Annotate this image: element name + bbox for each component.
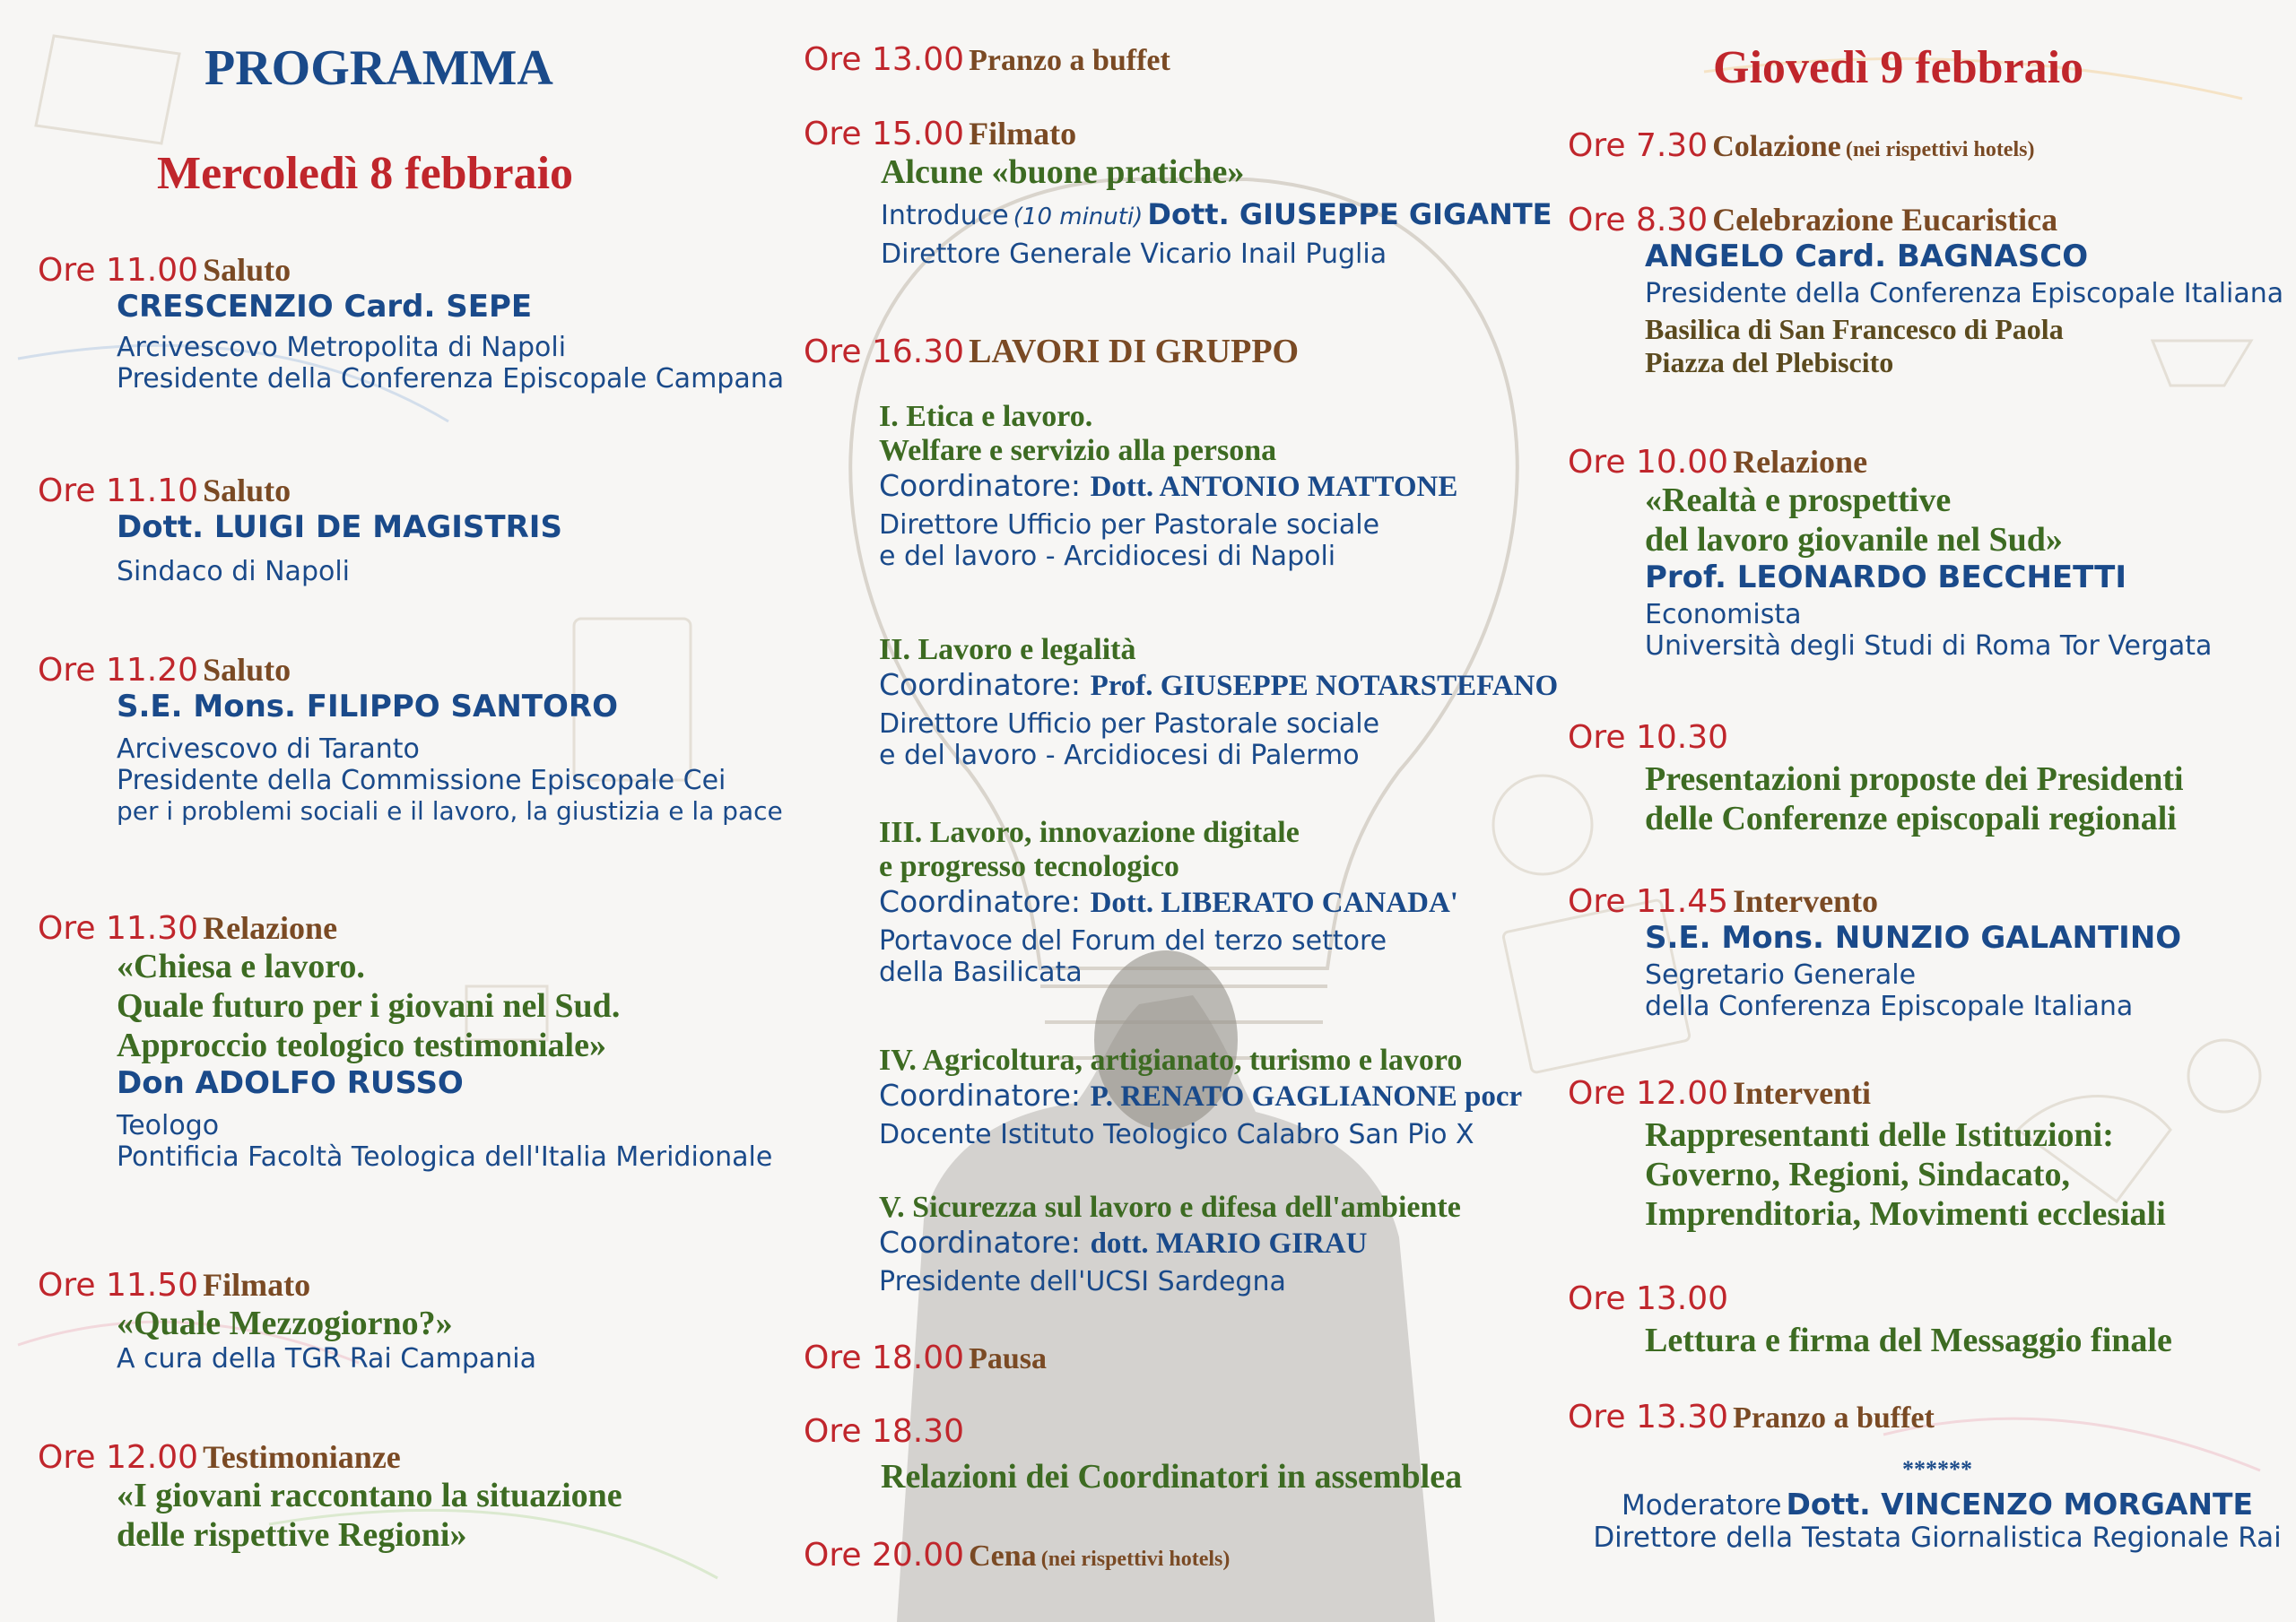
event-time: Ore 13.30 bbox=[1568, 1399, 1728, 1436]
event-label: Intervento bbox=[1733, 883, 1879, 919]
coordinator-role: e del lavoro - Arcidiocesi di Palermo bbox=[879, 740, 1360, 771]
speaker-role: Sindaco di Napoli bbox=[117, 556, 351, 587]
coordinator-name: P. RENATO GAGLIANONE pocr bbox=[1090, 1080, 1523, 1113]
group-1 bbox=[879, 400, 1457, 572]
event-time: Ore 8.30 bbox=[1568, 202, 1709, 239]
speaker-role: Arcivescovo Metropolita di Napoli bbox=[117, 332, 567, 363]
coord-label: Coordinatore: bbox=[879, 667, 1082, 702]
group-title: III. Lavoro, innovazione digitale bbox=[879, 816, 1300, 849]
group-title: Welfare e servizio alla persona bbox=[879, 434, 1277, 467]
speaker-name: Dott. GIUSEPPE GIGANTE bbox=[1147, 197, 1552, 231]
event-time: Ore 12.00 bbox=[1568, 1075, 1728, 1112]
event-label: Pausa bbox=[969, 1342, 1048, 1375]
speaker-role: per i problemi sociali e il lavoro, la giustizia e la pace bbox=[117, 796, 783, 826]
event-label: Saluto bbox=[203, 652, 291, 688]
event-label: Pranzo a buffet bbox=[1733, 1401, 1935, 1435]
talk-title: Lettura e firma del Messaggio finale bbox=[1645, 1322, 2172, 1359]
moderator-role: Direttore della Testata Giornalistica Regionale Rai bbox=[1593, 1522, 2282, 1554]
event-1200-day2 bbox=[1568, 1074, 2166, 1234]
speaker-role: Arcivescovo di Taranto bbox=[117, 733, 420, 765]
talk-title: del lavoro giovanile nel Sud» bbox=[1645, 521, 2063, 559]
event-label: Filmato bbox=[203, 1267, 311, 1303]
talk-title: «Chiesa e lavoro. bbox=[117, 948, 365, 985]
event-1030 bbox=[1568, 719, 2184, 838]
speaker-role: Presidente della Conferenza Episcopale Italiana bbox=[1645, 278, 2284, 309]
speaker-name: Prof. LEONARDO BECCHETTI bbox=[1645, 559, 2126, 595]
event-1330 bbox=[1568, 1399, 1935, 1436]
event-label: Pranzo a buffet bbox=[969, 44, 1170, 77]
intro-text: Introduce bbox=[881, 200, 1009, 231]
event-1145 bbox=[1568, 882, 2181, 1022]
event-time: Ore 13.00 bbox=[1568, 1280, 1728, 1317]
day2-title: Giovedì 9 febbraio bbox=[1713, 42, 2084, 93]
talk-title: Governo, Regioni, Sindacato, bbox=[1645, 1156, 2070, 1193]
event-note: (nei rispettivi hotels) bbox=[1845, 138, 2035, 161]
intro-note: (10 minuti) bbox=[1013, 204, 1144, 230]
moderator-block bbox=[1578, 1456, 2296, 1554]
coordinator-role: Presidente dell'UCSI Sardegna bbox=[879, 1266, 1286, 1297]
group-4 bbox=[879, 1044, 1522, 1150]
event-time: Ore 18.30 bbox=[804, 1413, 964, 1450]
event-label: Celebrazione Eucaristica bbox=[1712, 202, 2058, 238]
event-1200 bbox=[38, 1438, 622, 1555]
coordinator-role: e del lavoro - Arcidiocesi di Napoli bbox=[879, 541, 1336, 572]
group-title: IV. Agricoltura, artigianato, turismo e lavoro bbox=[879, 1044, 1463, 1077]
coord-label: Coordinatore: bbox=[879, 468, 1082, 503]
speaker-role: Direttore Generale Vicario Inail Puglia bbox=[881, 239, 1387, 270]
coordinator-name: Dott. ANTONIO MATTONE bbox=[1090, 471, 1458, 503]
event-1300 bbox=[804, 41, 1170, 78]
speaker-role: A cura della TGR Rai Campania bbox=[117, 1343, 537, 1375]
talk-title: delle Conferenze episcopali regionali bbox=[1645, 800, 2177, 837]
event-label: Relazione bbox=[203, 910, 338, 946]
venue: Piazza del Plebiscito bbox=[1645, 346, 1894, 378]
speaker-role: Presidente della Commissione Episcopale Cei bbox=[117, 765, 726, 796]
event-note: (nei rispettivi hotels) bbox=[1040, 1548, 1231, 1571]
event-time: Ore 7.30 bbox=[1568, 127, 1709, 164]
event-time: Ore 20.00 bbox=[804, 1537, 964, 1574]
event-time: Ore 16.30 bbox=[804, 334, 964, 370]
event-label: Interventi bbox=[1733, 1075, 1872, 1111]
event-1800 bbox=[804, 1340, 1047, 1376]
speaker-name: S.E. Mons. FILIPPO SANTORO bbox=[117, 689, 618, 724]
coord-label: Coordinatore: bbox=[879, 1078, 1082, 1113]
day1-title: Mercoledì 8 febbraio bbox=[157, 148, 574, 199]
event-time: Ore 11.10 bbox=[38, 473, 198, 509]
talk-title: «Realtà e prospettive bbox=[1645, 481, 1952, 519]
group-2 bbox=[879, 633, 1558, 771]
event-0830 bbox=[1568, 201, 2283, 379]
event-1830 bbox=[804, 1413, 1462, 1496]
speaker-name: Dott. LUIGI DE MAGISTRIS bbox=[117, 509, 562, 545]
speaker-role: Teologo bbox=[117, 1110, 220, 1141]
event-1150 bbox=[38, 1266, 536, 1375]
event-time: Ore 12.00 bbox=[38, 1439, 198, 1476]
separator-stars: ****** bbox=[1902, 1456, 1972, 1482]
event-1130 bbox=[38, 909, 772, 1173]
event-label: Cena bbox=[969, 1540, 1037, 1573]
coordinator-name: Dott. LIBERATO CANADA' bbox=[1090, 887, 1458, 919]
event-time: Ore 18.00 bbox=[804, 1340, 964, 1376]
venue: Basilica di San Francesco di Paola bbox=[1645, 313, 2064, 345]
coordinator-role: Docente Istituto Teologico Calabro San Pio X bbox=[879, 1119, 1474, 1150]
speaker-name: S.E. Mons. NUNZIO GALANTINO bbox=[1645, 920, 2182, 956]
speaker-role: Economista bbox=[1645, 599, 1802, 630]
event-time: Ore 11.20 bbox=[38, 652, 198, 689]
talk-title: Quale futuro per i giovani nel Sud. bbox=[117, 987, 621, 1025]
group-5 bbox=[879, 1191, 1461, 1297]
talk-title: delle rispettive Regioni» bbox=[117, 1516, 467, 1554]
speaker-role: Presidente della Conferenza Episcopale Campana bbox=[117, 363, 785, 395]
event-label: Saluto bbox=[203, 252, 291, 288]
coord-label: Coordinatore: bbox=[879, 1225, 1082, 1260]
event-0730 bbox=[1568, 127, 2034, 164]
coordinator-name: dott. MARIO GIRAU bbox=[1090, 1227, 1368, 1260]
event-1120 bbox=[38, 651, 783, 826]
event-label: Relazione bbox=[1733, 444, 1868, 480]
event-1500 bbox=[804, 115, 1552, 270]
group-3 bbox=[879, 816, 1458, 988]
event-time: Ore 11.50 bbox=[38, 1267, 198, 1304]
coord-label: Coordinatore: bbox=[879, 884, 1082, 919]
coordinator-role: Direttore Ufficio per Pastorale sociale bbox=[879, 509, 1380, 541]
talk-title: Relazioni dei Coordinatori in assemblea bbox=[881, 1458, 1463, 1496]
speaker-role: della Conferenza Episcopale Italiana bbox=[1645, 991, 2134, 1022]
coordinator-name: Prof. GIUSEPPE NOTARSTEFANO bbox=[1090, 670, 1559, 702]
event-time: Ore 11.45 bbox=[1568, 883, 1728, 920]
event-1630 bbox=[804, 332, 1299, 371]
event-label: Saluto bbox=[203, 473, 291, 508]
event-time: Ore 10.00 bbox=[1568, 444, 1728, 481]
event-1300-day2 bbox=[1568, 1280, 2172, 1360]
event-1110 bbox=[38, 472, 562, 587]
group-title: e progresso tecnologico bbox=[879, 850, 1179, 883]
talk-title: Alcune «buone pratiche» bbox=[881, 153, 1245, 191]
moderator-name: Dott. VINCENZO MORGANTE bbox=[1786, 1487, 2254, 1522]
event-time: Ore 10.30 bbox=[1568, 719, 1728, 756]
group-title: V. Sicurezza sul lavoro e difesa dell'ambiente bbox=[879, 1191, 1461, 1224]
group-title: II. Lavoro e legalità bbox=[879, 633, 1136, 666]
speaker-role: Segretario Generale bbox=[1645, 959, 1917, 991]
coordinator-role: della Basilicata bbox=[879, 957, 1083, 988]
talk-title: Presentazioni proposte dei Presidenti bbox=[1645, 760, 2184, 798]
speaker-name: ANGELO Card. BAGNASCO bbox=[1645, 239, 2089, 274]
event-label: Colazione bbox=[1712, 130, 1841, 163]
talk-title: Approccio teologico testimoniale» bbox=[117, 1027, 606, 1064]
moderator-label: Moderatore bbox=[1621, 1489, 1782, 1522]
coordinator-role: Direttore Ufficio per Pastorale sociale bbox=[879, 708, 1380, 740]
speaker-name: CRESCENZIO Card. SEPE bbox=[117, 289, 533, 325]
talk-title: «I giovani raccontano la situazione bbox=[117, 1477, 622, 1514]
event-time: Ore 15.00 bbox=[804, 116, 964, 152]
event-label: LAVORI DI GRUPPO bbox=[969, 333, 1300, 370]
event-label: Testimonianze bbox=[203, 1439, 401, 1475]
speaker-name: Don ADOLFO RUSSO bbox=[117, 1065, 464, 1101]
event-time: Ore 11.30 bbox=[38, 910, 198, 947]
event-1100 bbox=[38, 251, 784, 395]
program-heading: PROGRAMMA bbox=[204, 40, 553, 96]
speaker-role: Pontificia Facoltà Teologica dell'Italia Meridionale bbox=[117, 1141, 773, 1173]
event-2000 bbox=[804, 1537, 1230, 1574]
talk-title: Imprenditoria, Movimenti ecclesiali bbox=[1645, 1195, 2166, 1233]
event-1000 bbox=[1568, 443, 2212, 662]
talk-title: Rappresentanti delle Istituzioni: bbox=[1645, 1116, 2114, 1154]
talk-title: «Quale Mezzogiorno?» bbox=[117, 1305, 453, 1342]
event-label: Filmato bbox=[969, 116, 1077, 152]
group-title: I. Etica e lavoro. bbox=[879, 400, 1093, 433]
event-time: Ore 13.00 bbox=[804, 41, 964, 78]
speaker-role: Università degli Studi di Roma Tor Vergata bbox=[1645, 630, 2213, 662]
event-time: Ore 11.00 bbox=[38, 252, 198, 289]
coordinator-role: Portavoce del Forum del terzo settore bbox=[879, 925, 1387, 957]
